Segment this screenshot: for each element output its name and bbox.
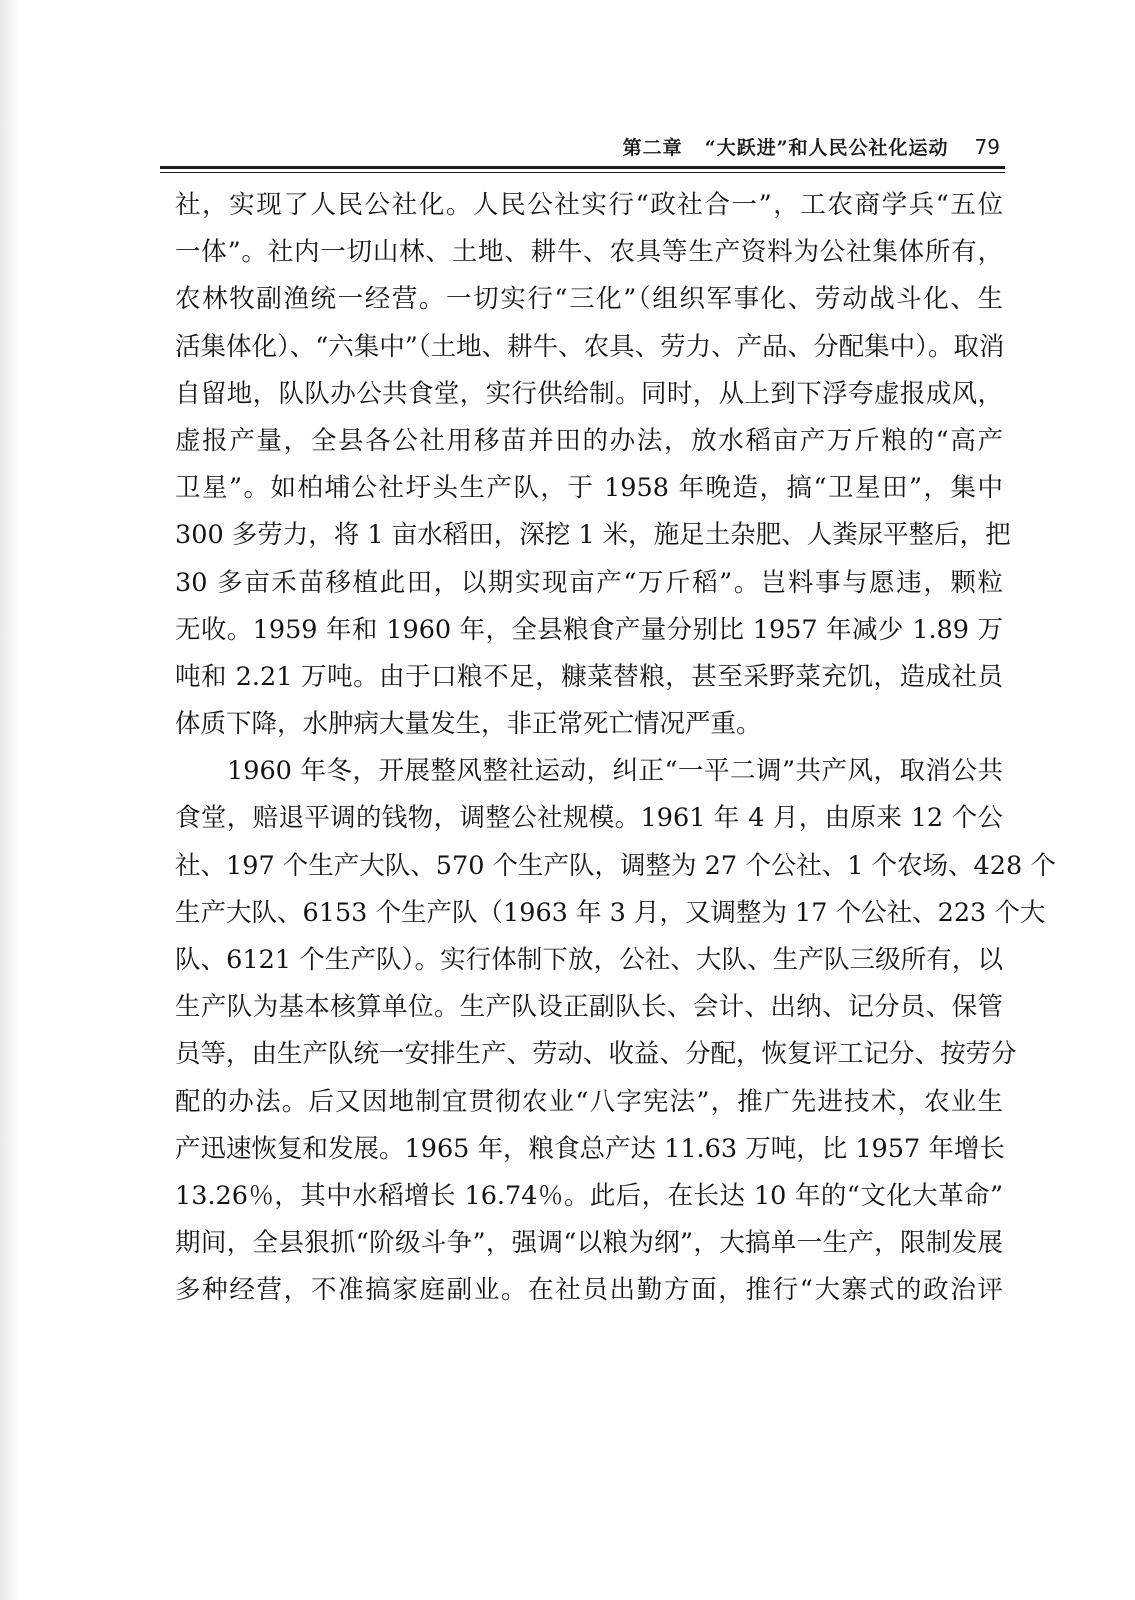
paragraph-1 [175,182,1011,748]
text-line: 无收。1959 年和 1960 年，全县粮食产量分别比 1957 年减少 1.89 万 [175,614,1003,645]
text-line: 多种经营，不准搞家庭副业。在社员出勤方面，推行“大寨式的政治评 [175,1275,1003,1306]
text-line: 吨和 2.21 万吨。由于口粮不足，糠菜替粮，甚至采野菜充饥，造成社员 [175,661,1003,692]
text-line: 农林牧副渔统一经营。一切实行“三化”（组织军事化、劳动战斗化、生 [175,284,1003,315]
text-line: 13.26％，其中水稻增长 16.74％。此后，在长达 10 年的“文化大革命” [175,1180,1003,1211]
text-line: 1960 年冬，开展整风整社运动，纠正“一平二调”共产风，取消公共 [227,756,1003,787]
header-rule-thin [160,172,1005,173]
text-line: 生产队为基本核算单位。生产队设正副队长、会计、出纳、记分员、保管 [175,992,1003,1023]
text-line: 产迅速恢复和发展。1965 年，粮食总产达 11.63 万吨，比 1957 年增长 [175,1133,1005,1164]
text-line: 社、197 个生产大队、570 个生产队，调整为 27 个公社、1 个农场、428 个 [175,850,1056,881]
text-line: 体质下降，水肿病大量发生，非正常死亡情况严重。 [175,709,762,740]
header-rule-thick [160,166,1005,169]
text-line: 卫星”。如柏埔公社圩头生产队，于 1958 年晚造，搞“卫星田”，集中 [175,473,1003,504]
text-line: 活集体化）、“六集中”（土地、耕牛、农具、劳力、产品、分配集中）。取消 [175,331,1005,362]
header-title: “大跃进”和人民公社化运动 [704,137,949,159]
text-line: 食堂，赔退平调的钱物，调整公社规模。1961 年 4 月，由原来 12 个公 [175,803,1003,834]
text-line: 生产大队、6153 个生产队（1963 年 3 月，又调整为 17 个公社、223 个大 [175,897,1046,928]
text-line: 一体”。社内一切山林、土地、耕牛、农具等生产资料为公社集体所有， [175,237,1003,268]
page-number: 79 [974,135,1000,159]
text-line: 配的办法。后又因地制宜贯彻农业“八字宪法”，推广先进技术，农业生 [175,1086,1003,1117]
text-line: 队、6121 个生产队）。实行体制下放，公社、大队、生产队三级所有，以 [175,945,1003,975]
text-line: 30 多亩禾苗移植此田，以期实现亩产“万斤稻”。岂料事与愿违，颗粒 [175,567,1003,598]
body-text [175,182,1056,1315]
running-header [120,130,1000,164]
text-line: 自留地，队队办公共食堂，实行供给制。同时，从上到下浮夸虚报成风， [175,378,1003,409]
paragraph-2 [175,748,1056,1314]
text-line: 300 多劳力，将 1 亩水稻田，深挖 1 米，施足土杂肥、人粪尿平整后，把 [175,520,1011,551]
page-edge-shadow [0,0,20,1600]
text-line: 期间，全县狠抓“阶级斗争”，强调“以粮为纲”，大搞单一生产，限制发展 [175,1228,1003,1259]
text-line: 员等，由生产队统一安排生产、劳动、收益、分配，恢复评工记分、按劳分 [175,1039,1017,1070]
header-chapter: 第二章 [622,137,683,159]
text-line: 虚报产量，全县各公社用移苗并田的办法，放水稻亩产万斤粮的“高产 [175,425,1003,456]
text-line: 社，实现了人民公社化。人民公社实行“政社合一”，工农商学兵“五位 [175,190,1003,220]
